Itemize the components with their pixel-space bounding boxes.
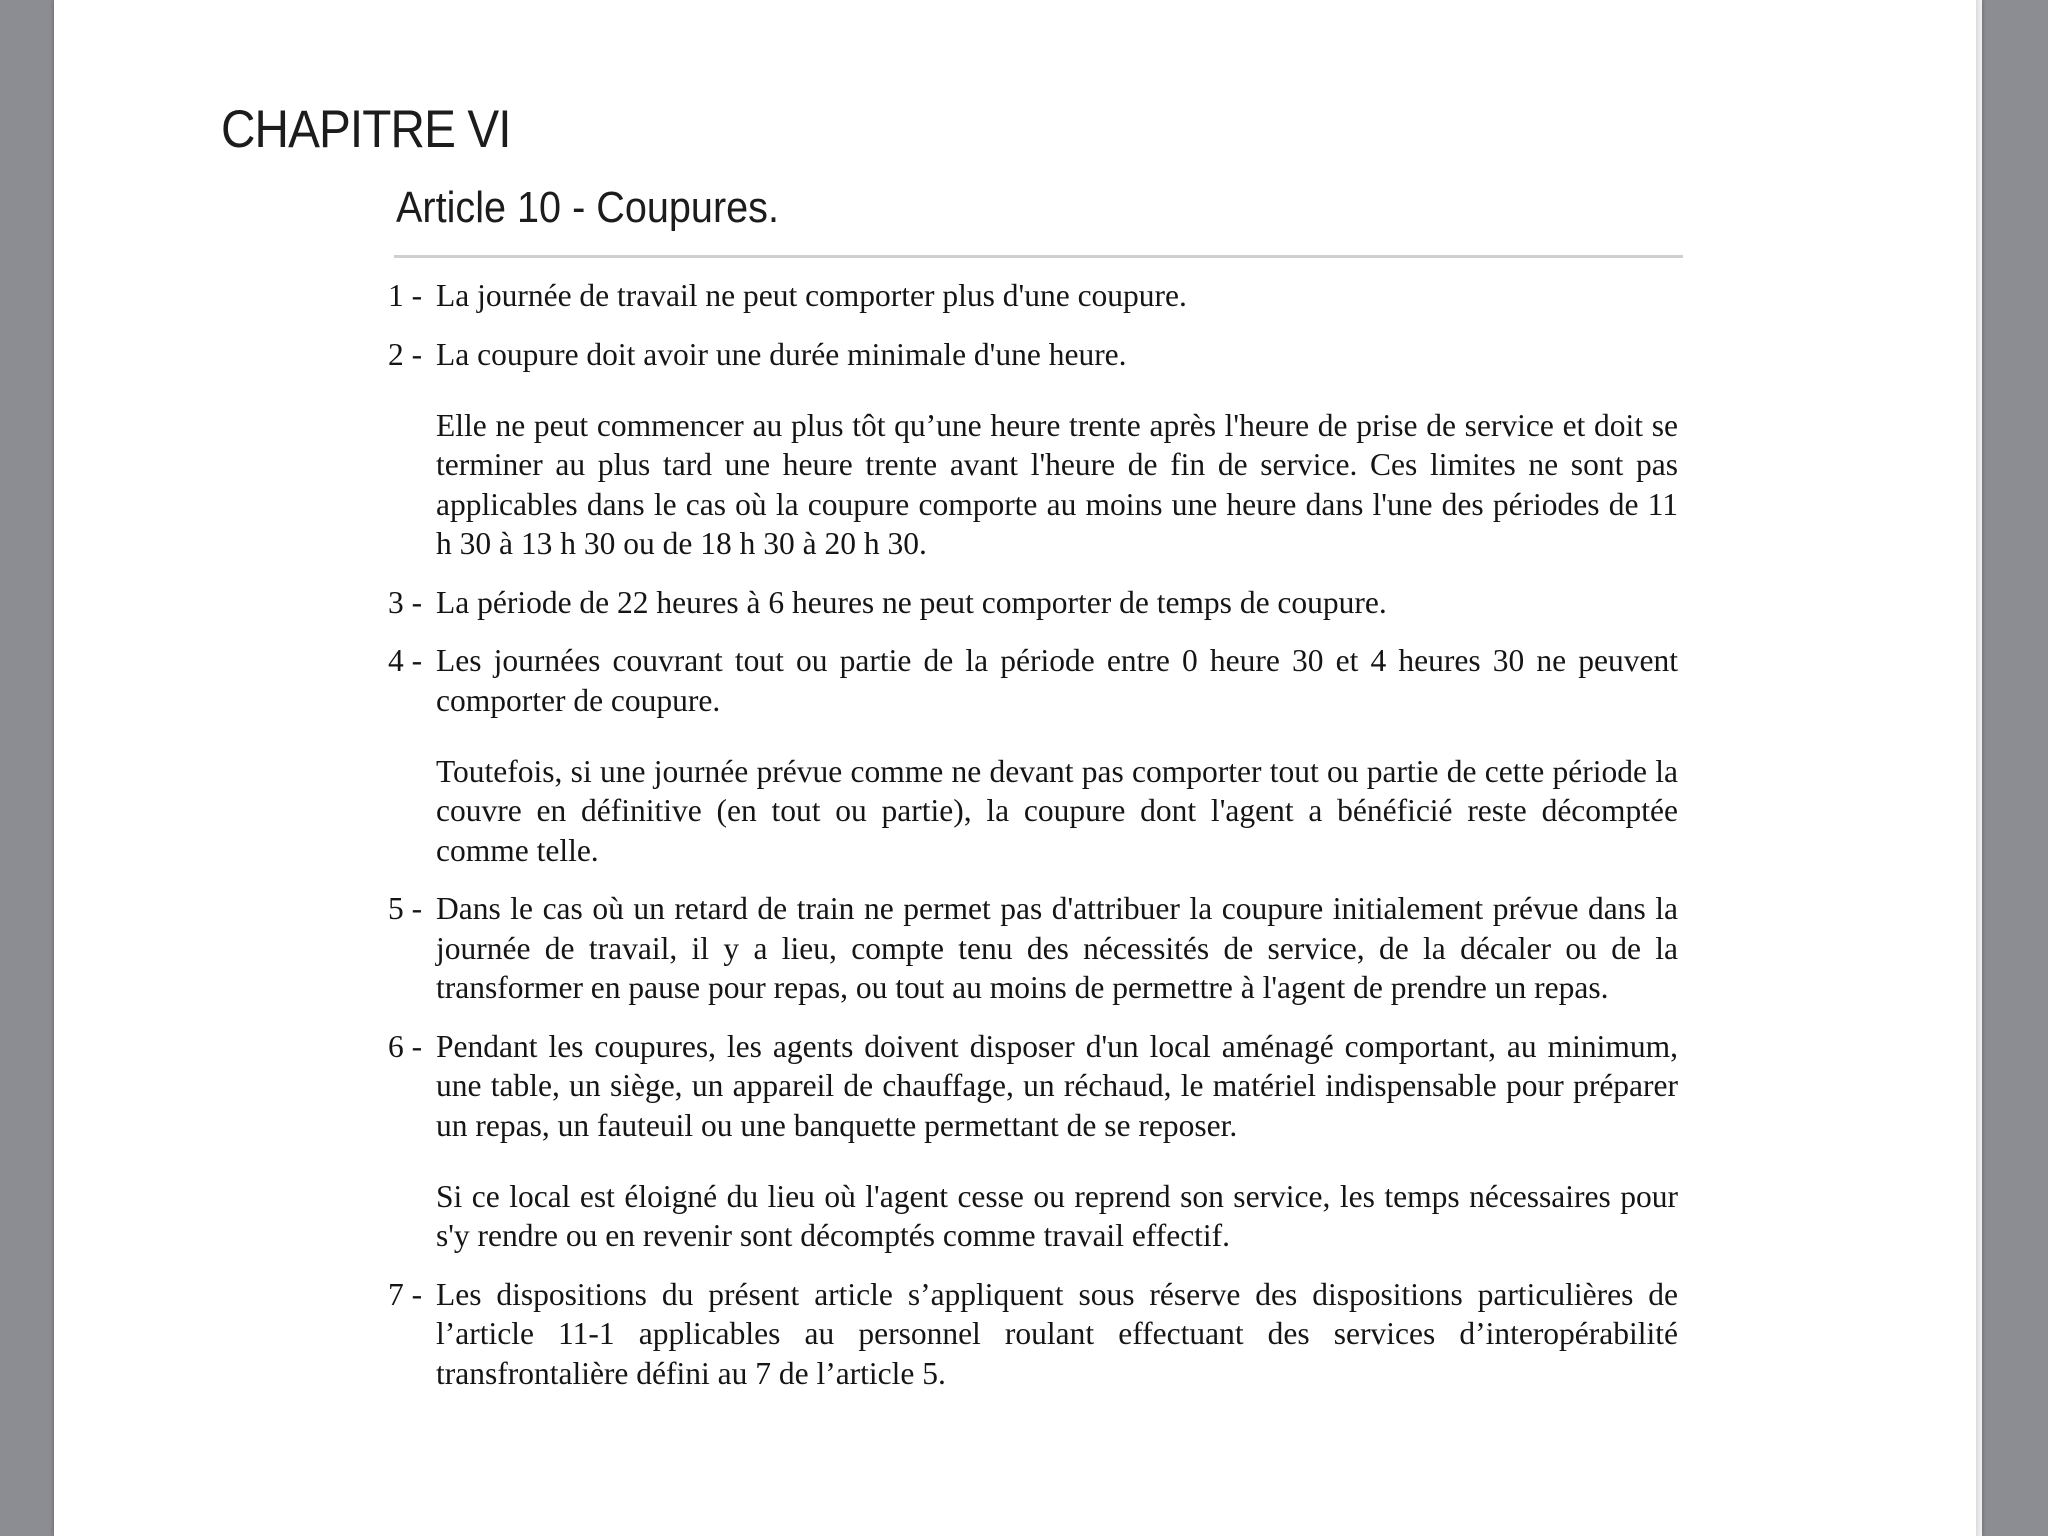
item-text: La journée de travail ne peut comporter plus d'une coupure. xyxy=(436,278,1187,313)
item-text: Dans le cas où un retard de train ne permet pas d'attribuer la coupure initialement prévue dans la journée de travail, il y a lieu, compte tenu des nécessités de service, de la décaler ou de la transformer en pause pour repas, ou tout au moins de permettre à l'agent de prendre un repas. xyxy=(436,891,1678,1005)
article-item-6 xyxy=(388,1027,1678,1146)
item-number: 7 - xyxy=(388,1276,423,1312)
item-2-paragraph: Elle ne peut commencer au plus tôt qu’une heure trente après l'heure de prise de service et doit se terminer au plus tard une heure trente avant l'heure de fin de service. Ces limites ne sont pas applicables dans le cas où la coupure comporte au moins une heure dans l'une des périodes de 11 h 30 à 13 h 30 ou de 18 h 30 à 20 h 30. xyxy=(436,407,1678,561)
item-text: La coupure doit avoir une durée minimale d'une heure. xyxy=(436,336,1127,372)
article-body xyxy=(388,276,1678,1412)
article-item-4 xyxy=(388,641,1678,720)
item-number: 2 - xyxy=(388,336,423,372)
item-number: 3 - xyxy=(388,584,423,620)
article-item-5 xyxy=(388,889,1678,1008)
item-4-paragraph: Toutefois, si une journée prévue comme ne devant pas comporter tout ou partie de cette période la couvre en définitive (en tout ou partie), la coupure dont l'agent a bénéficié reste décomptée comme telle. xyxy=(436,753,1678,868)
item-text: La période de 22 heures à 6 heures ne peut comporter de temps de coupure. xyxy=(436,584,1387,620)
item-number: 1 - xyxy=(388,278,423,313)
title-underline xyxy=(394,255,1683,258)
article-item-2 xyxy=(388,335,1678,375)
item-text: Pendant les coupures, les agents doivent disposer d'un local aménagé comportant, au minimum, une table, un siège, un appareil de chauffage, un réchaud, le matériel indispensable pour préparer un repas, un fauteuil ou une banquette permettant de se reposer. xyxy=(436,1028,1678,1143)
item-number: 6 - xyxy=(388,1028,423,1064)
page-edge xyxy=(1976,0,1982,1536)
item-number: 4 - xyxy=(388,643,423,678)
item-text: Les dispositions du présent article s’appliquent sous réserve des dispositions particulières de l’article 11-1 applicables au personnel roulant effectuant des services d’interopérabilité transfrontalière défini au 7 de l’article 5. xyxy=(436,1276,1678,1391)
article-item-7 xyxy=(388,1275,1678,1394)
article-item-3 xyxy=(388,583,1678,623)
item-number: 5 - xyxy=(388,891,423,926)
article-item-1 xyxy=(388,276,1678,316)
item-6-paragraph: Si ce local est éloigné du lieu où l'agent cesse ou reprend son service, les temps nécessaires pour s'y rendre ou en revenir sont décomptés comme travail effectif. xyxy=(436,1178,1678,1253)
article-title: Article 10 - Coupures. xyxy=(396,183,779,232)
chapter-heading: CHAPITRE VI xyxy=(221,100,511,159)
item-text: Les journées couvrant tout ou partie de la période entre 0 heure 30 et 4 heures 30 ne peuvent comporter de coupure. xyxy=(436,643,1678,718)
